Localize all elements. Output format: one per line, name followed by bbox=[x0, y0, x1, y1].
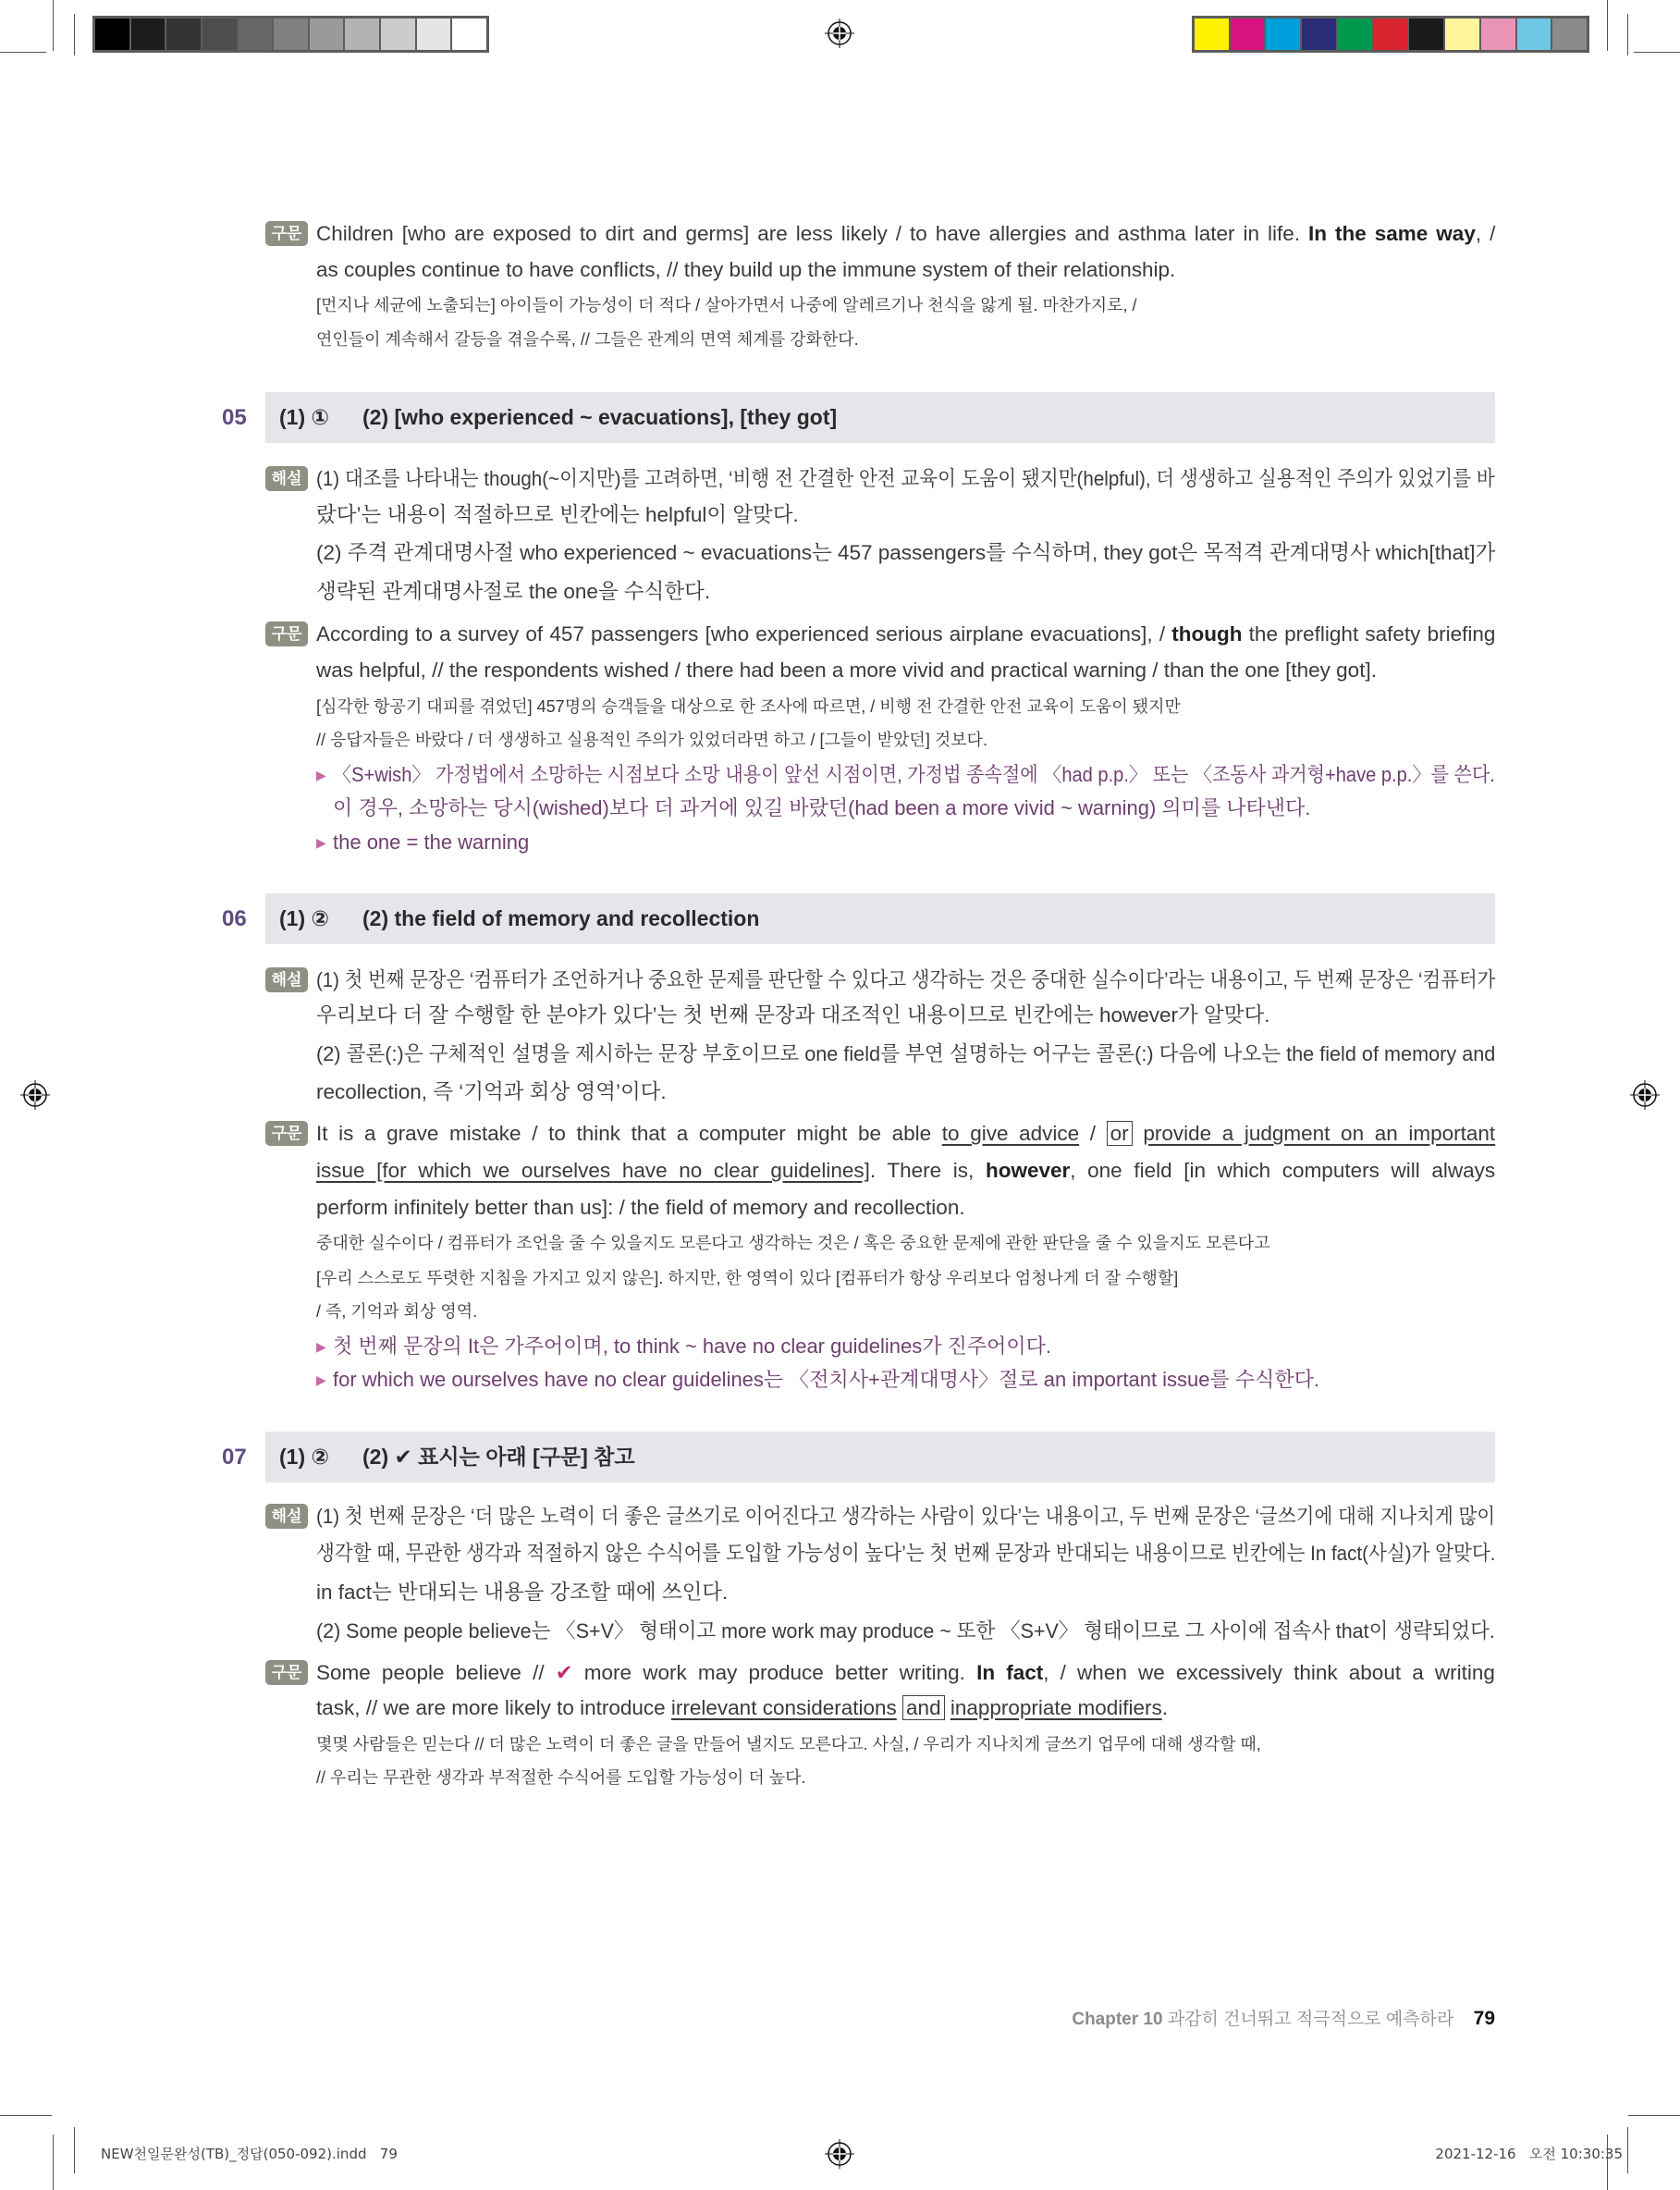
text-segment: as couples continue to have conflicts, // they build up the immune system of their relationship. bbox=[316, 258, 1176, 281]
text-line bbox=[316, 1191, 1495, 1224]
line-text bbox=[316, 462, 1495, 496]
running-footer bbox=[1072, 2005, 1495, 2030]
line-text bbox=[316, 1191, 965, 1224]
line-text bbox=[316, 1038, 1495, 1071]
line-text bbox=[316, 618, 1495, 651]
underlined-phrase: issue [for which we ourselves have no clear guidelines] bbox=[316, 1159, 870, 1182]
line-text bbox=[316, 498, 799, 532]
triangle-bullet-icon: ▶ bbox=[316, 1339, 326, 1354]
text-segment: / bbox=[1079, 1122, 1107, 1145]
color-swatch bbox=[202, 18, 239, 50]
line-text: [먼지나 세균에 노출되는] 아이들이 가능성이 더 적다 / 살아가면서 나중에 알레르기나 천식을 앓게 될. 마찬가지로, / bbox=[316, 296, 1137, 314]
line-text: [우리 스스로도 뚜렷한 지침을 가지고 있지 않은]. 하지만, 한 영역이 있다 [컴퓨터가 항상 우리보다 엄청나게 더 잘 수행할] bbox=[316, 1269, 1179, 1287]
text-line bbox=[316, 462, 1495, 496]
text-line bbox=[316, 1656, 1495, 1690]
registration-mark-icon bbox=[20, 1080, 50, 1110]
translation-line bbox=[316, 289, 1495, 322]
text-line bbox=[316, 1692, 1495, 1725]
text-segment: the one = the warning bbox=[333, 830, 530, 854]
line-text bbox=[333, 826, 529, 859]
text-segment: (1) 대조를 나타내는 though(~이지만)를 고려하면, ‘비행 전 간결한 안전 교육이 도움이 됐지만(helpful), 더 생생하고 실용적인 주의가 있었기를 바 bbox=[316, 467, 1495, 490]
note-line bbox=[333, 758, 1495, 792]
text-segment: 〈S+wish〉 가정법에서 소망하는 시점보다 소망 내용이 앞선 시점이면, 가정법 종속절에 〈had p.p.〉 또는 〈조동사 과거형+have p.p.〉를 쓴다. bbox=[333, 763, 1495, 786]
bold-keyword: however bbox=[985, 1159, 1071, 1182]
color-swatch bbox=[274, 18, 310, 50]
line-text: 연인들이 계속해서 갈등을 겪을수록, // 그들은 관계의 면역 체계를 강화한다. bbox=[316, 330, 859, 349]
gumun-badge: 구문 bbox=[265, 1660, 308, 1685]
text-line bbox=[316, 536, 1495, 570]
color-swatch bbox=[1195, 18, 1231, 50]
crop-mark bbox=[0, 52, 46, 53]
color-swatch bbox=[452, 18, 486, 50]
boxed-conjunction: or bbox=[1107, 1121, 1133, 1146]
text-segment: 이 경우, 소망하는 당시(wished)보다 더 과거에 있길 바랐던(had been a more vivid ~ warning) 의미를 나타낸다. bbox=[333, 796, 1311, 819]
text-segment: the preflight safety briefing bbox=[1242, 622, 1496, 646]
text-line bbox=[316, 1038, 1495, 1071]
color-calibration-bar bbox=[1192, 16, 1589, 53]
text-segment: 우리보다 더 잘 수행할 한 분야가 있다’는 첫 번째 문장과 대조적인 내용이므로 빈칸에는 however가 알맞다. bbox=[316, 1003, 1270, 1027]
text-segment: 생략된 관계대명사절로 the one을 수식한다. bbox=[316, 580, 711, 603]
text-line bbox=[316, 618, 1495, 651]
color-swatch bbox=[1374, 18, 1410, 50]
text-segment: 생각할 때, 무관한 생각과 적절하지 않은 수식어를 도입할 가능성이 높다’는 첫 번째 문장과 반대되는 내용이므로 빈칸에는 In fact(사실)가 알맞다. bbox=[316, 1542, 1496, 1565]
line-text bbox=[316, 575, 710, 609]
text-line bbox=[316, 1537, 1495, 1570]
chapter-label: Chapter 10 bbox=[1072, 2010, 1163, 2029]
note-line bbox=[333, 1363, 1495, 1396]
question-number: 05 bbox=[222, 405, 247, 430]
translation-line bbox=[316, 1261, 1495, 1295]
line-text bbox=[316, 654, 1377, 687]
bold-keyword: In fact bbox=[976, 1661, 1044, 1684]
answer-2: (2) the field of memory and recollection bbox=[362, 906, 760, 930]
translation-line bbox=[316, 1226, 1495, 1260]
color-swatch bbox=[95, 18, 131, 50]
text-segment: was helpful, // the respondents wished / there had been a more vivid and practical warning / than the one [they got]. bbox=[316, 658, 1377, 682]
registration-mark-icon bbox=[1630, 1080, 1660, 1110]
color-swatch bbox=[1517, 18, 1553, 50]
text-segment: 랐다’는 내용이 적절하므로 빈칸에는 helpful이 알맞다. bbox=[316, 503, 799, 526]
text-segment: more work may produce better writing. bbox=[572, 1661, 977, 1684]
line-text bbox=[316, 1576, 728, 1609]
color-swatch bbox=[239, 18, 275, 50]
answer-1: (1) ② bbox=[279, 906, 329, 930]
bold-keyword: In the same way bbox=[1308, 222, 1476, 245]
line-text: / 즉, 기억과 회상 영역. bbox=[316, 1302, 478, 1321]
line-text bbox=[333, 1330, 1051, 1363]
text-segment: . There is, bbox=[869, 1159, 986, 1182]
text-line bbox=[316, 1117, 1495, 1150]
line-text bbox=[316, 1692, 1168, 1725]
line-text: [심각한 항공기 대피를 겪었던] 457명의 승객들을 대상으로 한 조사에 따르면, / 비행 전 간결한 안전 교육이 도움이 됐지만 bbox=[316, 697, 1181, 716]
line-text bbox=[316, 253, 1175, 287]
text-segment: (2) Some people believe는 〈S+V〉 형태이고 more work may produce ~ 또한 〈S+V〉 형태이므로 그 사이에 접속사 that이 생략되었다. bbox=[316, 1619, 1495, 1642]
color-swatch bbox=[1445, 18, 1481, 50]
line-text bbox=[316, 536, 1495, 570]
crop-mark bbox=[1607, 0, 1608, 51]
bold-keyword: though bbox=[1171, 622, 1243, 646]
grayscale-calibration-bar bbox=[92, 16, 489, 53]
text-line bbox=[316, 217, 1495, 251]
text-line bbox=[316, 575, 1495, 609]
underlined-phrase: provide a judgment on an important bbox=[1143, 1122, 1496, 1145]
line-text: // 응답자들은 바랐다 / 더 생생하고 실용적인 주의가 있었더라면 하고 / [그들이 받았던] 것보다. bbox=[316, 731, 987, 749]
checkmark-icon: ✔ bbox=[555, 1661, 573, 1684]
answer-2: (2) ✔ 표시는 아래 [구문] 참고 bbox=[362, 1445, 635, 1469]
color-swatch bbox=[1409, 18, 1445, 50]
question-number: 06 bbox=[222, 906, 247, 931]
translation-line bbox=[316, 323, 1495, 356]
haesul-badge: 해설 bbox=[265, 466, 308, 491]
line-text bbox=[333, 792, 1310, 825]
underlined-phrase: to give advice bbox=[941, 1122, 1080, 1145]
line-text bbox=[316, 217, 1495, 251]
line-text: // 우리는 무관한 생각과 부적절한 수식어를 도입할 가능성이 더 높다. bbox=[316, 1768, 806, 1787]
color-swatch bbox=[417, 18, 453, 50]
triangle-bullet-icon: ▶ bbox=[316, 768, 326, 782]
color-swatch bbox=[310, 18, 346, 50]
text-segment: (2) 콜론(:)은 구체적인 설명을 제시하는 문장 부호이므로 one field를 부연 설명하는 어구는 콜론(:) 다음에 나오는 the field of memory and bbox=[316, 1042, 1496, 1065]
text-line bbox=[316, 253, 1495, 287]
text-segment: perform infinitely better than us]: / the field of memory and recollection. bbox=[316, 1196, 965, 1219]
text-segment: . bbox=[1161, 1696, 1168, 1719]
color-swatch bbox=[1338, 18, 1374, 50]
text-line bbox=[316, 1576, 1495, 1609]
text-segment: task, // we are more likely to introduce bbox=[316, 1696, 671, 1719]
color-swatch bbox=[1266, 18, 1302, 50]
triangle-bullet-icon: ▶ bbox=[316, 835, 326, 850]
crop-mark bbox=[74, 2127, 75, 2173]
note-line bbox=[333, 1330, 1495, 1363]
text-line bbox=[316, 1615, 1495, 1648]
text-segment: (1) 첫 번째 문장은 ‘컴퓨터가 조언하거나 중요한 문제를 판단할 수 있다고 생각하는 것은 중대한 실수이다’라는 내용이고, 두 번째 문장은 ‘컴퓨터가 bbox=[316, 968, 1496, 991]
gumun-badge: 구문 bbox=[265, 1121, 308, 1146]
text-segment: (2) 주격 관계대명사절 who experienced ~ evacuations는 457 passengers를 수식하며, they got은 목적격 관계대명사 which[that]가 bbox=[316, 541, 1496, 564]
crop-mark bbox=[0, 2115, 52, 2116]
translation-line bbox=[316, 1728, 1495, 1761]
answer-2: (2) [who experienced ~ evacuations], [they got] bbox=[362, 405, 838, 429]
translation-line bbox=[316, 1295, 1495, 1328]
slug-filename: NEW천일문완성(TB)_정답(050-092).indd 79 bbox=[101, 2146, 398, 2162]
text-segment: for which we ourselves have no clear guidelines는 〈전치사+관계대명사〉절로 an important issue를 수식한다. bbox=[333, 1368, 1320, 1391]
text-segment: (1) 첫 번째 문장은 ‘더 많은 노력이 더 좋은 글쓰기로 이어진다고 생각하는 사람이 있다’는 내용이고, 두 번째 문장은 ‘글쓰기에 대해 지나치게 많이 bbox=[316, 1505, 1496, 1528]
text-line bbox=[316, 1500, 1495, 1533]
crop-mark bbox=[1628, 2115, 1680, 2116]
text-line bbox=[316, 498, 1495, 532]
note-line bbox=[333, 792, 1495, 825]
crop-mark bbox=[1634, 52, 1680, 53]
crop-mark bbox=[1627, 2127, 1628, 2173]
text-line bbox=[316, 654, 1495, 687]
question-number: 07 bbox=[222, 1445, 247, 1470]
line-text bbox=[316, 964, 1495, 997]
crop-mark bbox=[53, 0, 54, 51]
line-text: 중대한 실수이다 / 컴퓨터가 조언을 줄 수 있을지도 모른다고 생각하는 것은 / 혹은 중요한 문제에 관한 판단을 줄 수 있을지도 모른다고 bbox=[316, 1234, 1270, 1252]
crop-mark bbox=[1627, 14, 1628, 55]
color-swatch bbox=[1481, 18, 1517, 50]
triangle-bullet-icon: ▶ bbox=[316, 1372, 326, 1387]
registration-mark-icon bbox=[825, 18, 854, 48]
translation-line bbox=[316, 723, 1495, 757]
line-text bbox=[316, 1500, 1495, 1533]
line-text: 몇몇 사람들은 믿는다 // 더 많은 노력이 더 좋은 글을 만들어 낼지도 모른다고. 사실, / 우리가 지나치게 글쓰기 업무에 대해 생각할 때, bbox=[316, 1735, 1261, 1753]
line-text bbox=[316, 1537, 1495, 1570]
color-swatch bbox=[1552, 18, 1587, 50]
crop-mark bbox=[53, 2135, 54, 2190]
underlined-phrase: inappropriate modifiers bbox=[950, 1696, 1162, 1719]
text-segment: , one field [in which computers will always bbox=[1070, 1159, 1496, 1182]
line-text bbox=[316, 1615, 1495, 1648]
slug-timestamp: 2021-12-16 오전 10:30:35 bbox=[1435, 2146, 1623, 2162]
text-segment: , / when we excessively think about a writing bbox=[1043, 1661, 1495, 1684]
color-swatch bbox=[131, 18, 167, 50]
translation-line bbox=[316, 1761, 1495, 1794]
text-line bbox=[316, 1154, 1495, 1187]
line-text bbox=[316, 999, 1269, 1032]
text-segment: 첫 번째 문장의 It은 가주어이며, to think ~ have no clear guidelines가 진주어이다. bbox=[333, 1335, 1051, 1358]
text-segment: According to a survey of 457 passengers [who experienced serious airplane evacuations], / bbox=[316, 622, 1172, 646]
text-segment: recollection, 즉 ‘기억과 회상 영역’이다. bbox=[316, 1080, 667, 1103]
answer-1: (1) ① bbox=[279, 405, 329, 429]
text-line bbox=[316, 999, 1495, 1032]
text-segment: Children [who are exposed to dirt and germs] are less likely / to have allergies and asthma later in life. bbox=[316, 222, 1309, 245]
answer-1: (1) ② bbox=[279, 1445, 329, 1469]
page-number: 79 bbox=[1473, 2008, 1495, 2029]
note-line bbox=[333, 826, 1495, 859]
gumun-badge: 구문 bbox=[265, 221, 308, 246]
haesul-badge: 해설 bbox=[265, 967, 308, 992]
translation-line bbox=[316, 690, 1495, 723]
color-swatch bbox=[1231, 18, 1267, 50]
line-text bbox=[333, 1363, 1319, 1396]
text-segment: in fact는 반대되는 내용을 강조할 때에 쓰인다. bbox=[316, 1581, 729, 1604]
color-swatch bbox=[1302, 18, 1338, 50]
line-text bbox=[316, 1154, 1495, 1187]
haesul-badge: 해설 bbox=[265, 1504, 308, 1529]
underlined-phrase: irrelevant considerations bbox=[670, 1696, 897, 1719]
color-swatch bbox=[345, 18, 381, 50]
color-swatch bbox=[381, 18, 417, 50]
text-line bbox=[316, 964, 1495, 997]
boxed-conjunction: and bbox=[902, 1695, 945, 1720]
text-line bbox=[316, 1076, 1495, 1109]
text-segment: Some people believe // bbox=[316, 1661, 556, 1684]
color-swatch bbox=[166, 18, 202, 50]
text-segment: It is a grave mistake / to think that a computer might be able bbox=[316, 1122, 942, 1145]
line-text bbox=[316, 1117, 1495, 1150]
line-text bbox=[316, 1076, 667, 1109]
crop-mark bbox=[74, 14, 75, 55]
gumun-badge: 구문 bbox=[265, 621, 308, 646]
chapter-title: 과감히 건너뛰고 적극적으로 예측하라 bbox=[1167, 2010, 1454, 2029]
text-segment: , / bbox=[1475, 222, 1496, 245]
line-text bbox=[316, 1656, 1495, 1690]
registration-mark-icon bbox=[825, 2139, 854, 2169]
text-segment bbox=[1133, 1122, 1144, 1145]
line-text bbox=[333, 758, 1495, 792]
